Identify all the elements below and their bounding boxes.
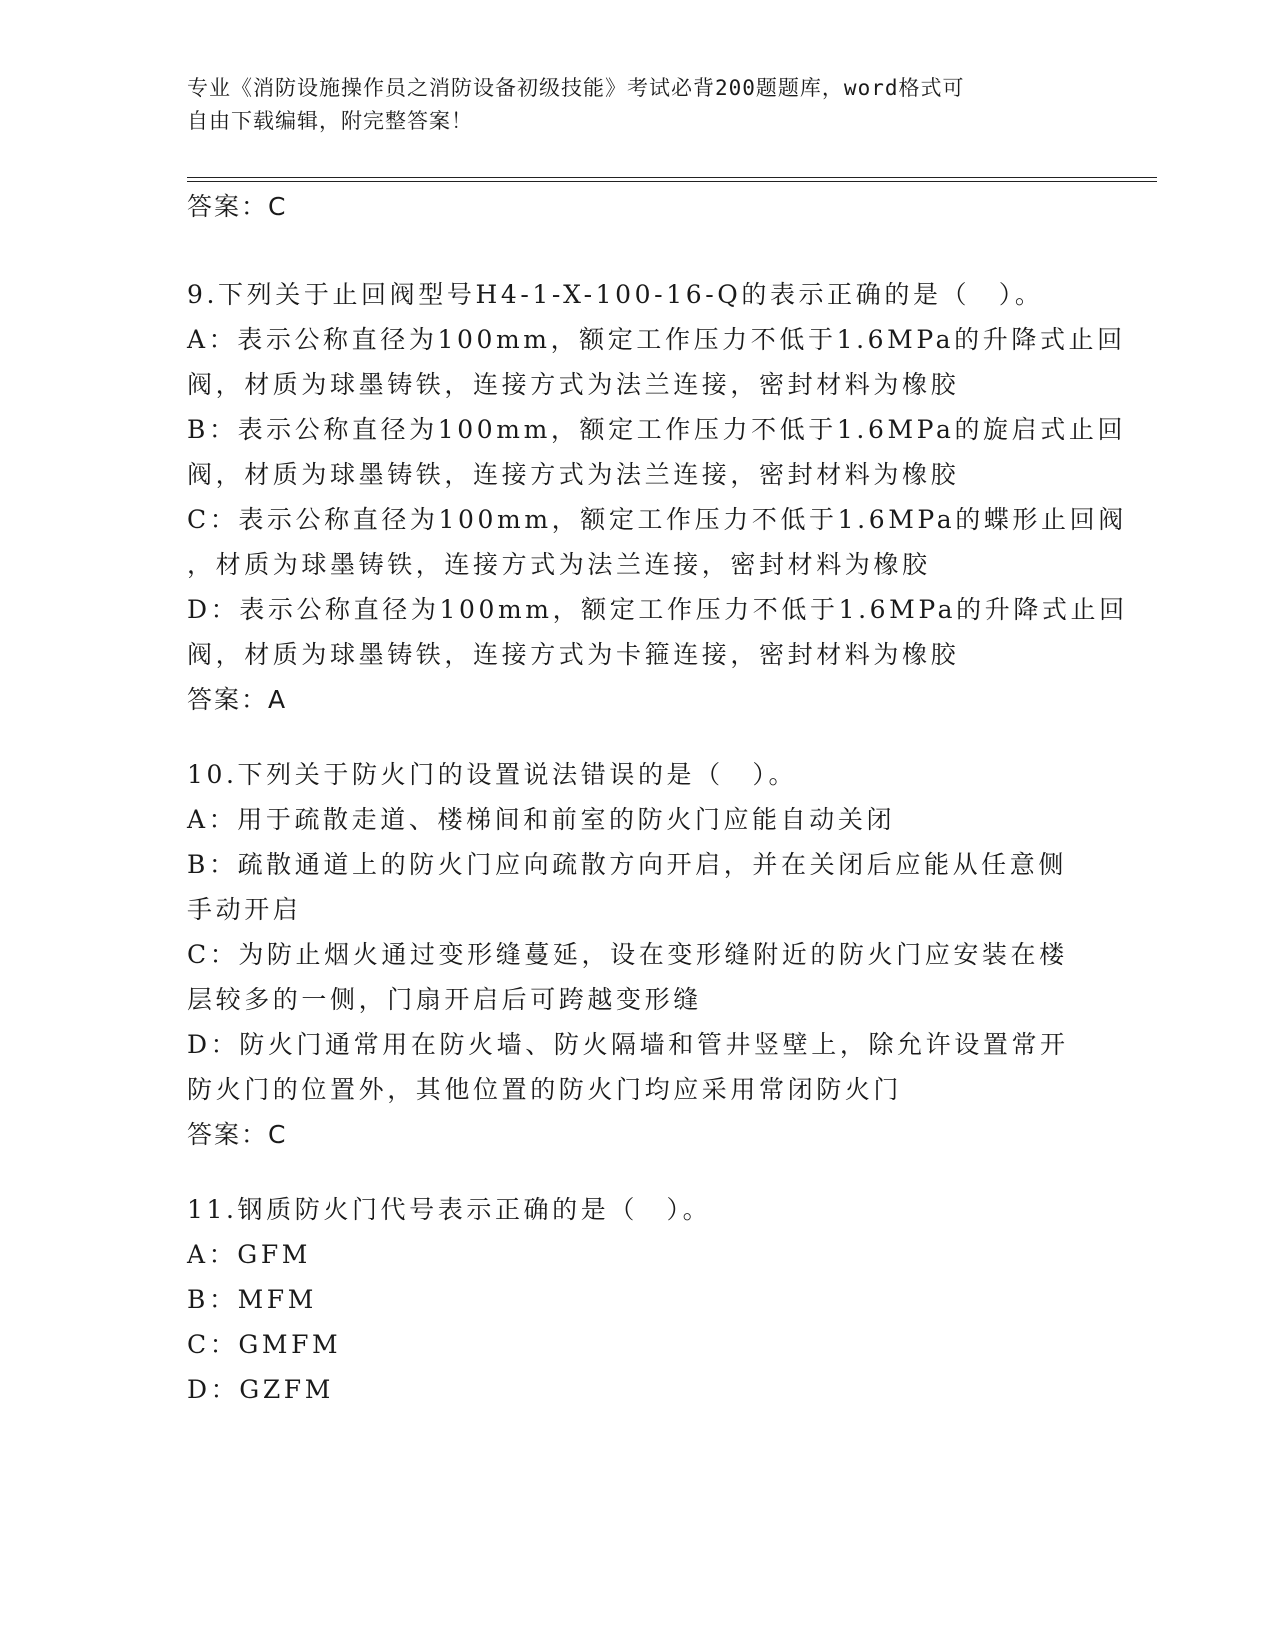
- option-c-cont: ，材质为球墨铸铁，连接方式为法兰连接，密封材料为橡胶: [187, 550, 931, 579]
- option-a-cont: 阀，材质为球墨铸铁，连接方式为法兰连接，密封材料为橡胶: [187, 370, 960, 399]
- option-d-cont: 阀，材质为球墨铸铁，连接方式为卡箍连接，密封材料为橡胶: [187, 640, 960, 669]
- option-a: A：表示公称直径为100mm，额定工作压力不低于1.6MPa的升降式止回: [187, 325, 1126, 354]
- header-divider-top: [187, 177, 1157, 178]
- question-stem: 9.下列关于止回阀型号H4-1-X-100-16-Q的表示正确的是（ ）。: [187, 280, 1044, 309]
- question-9: [187, 272, 1128, 722]
- option-b: B：表示公称直径为100mm，额定工作压力不低于1.6MPa的旋启式止回: [187, 415, 1127, 444]
- option-b: B：MFM: [187, 1285, 317, 1314]
- answer: 答案：A: [187, 685, 288, 714]
- option-d: D：防火门通常用在防火墙、防火隔墙和管井竖壁上，除允许设置常开: [187, 1030, 1069, 1059]
- question-10: [187, 752, 1087, 1157]
- option-c: C：表示公称直径为100mm，额定工作压力不低于1.6MPa的蝶形止回阀: [187, 505, 1127, 534]
- option-d-cont: 防火门的位置外，其他位置的防火门均应采用常闭防火门: [187, 1075, 903, 1104]
- option-b-cont: 手动开启: [187, 895, 302, 924]
- header-divider-bottom: [187, 181, 1157, 182]
- option-a: A：用于疏散走道、楼梯间和前室的防火门应能自动关闭: [187, 805, 896, 834]
- question-11: [187, 1187, 1087, 1412]
- option-d: D：GZFM: [187, 1375, 334, 1404]
- option-b: B：疏散通道上的防火门应向疏散方向开启，并在关闭后应能从任意侧: [187, 850, 1067, 879]
- option-d: D：表示公称直径为100mm，额定工作压力不低于1.6MPa的升降式止回: [187, 595, 1128, 624]
- question-stem: 10.下列关于防火门的设置说法错误的是（ ）。: [187, 760, 798, 789]
- option-c-cont: 层较多的一侧，门扇开启后可跨越变形缝: [187, 985, 702, 1014]
- answer-previous: 答案：C: [187, 192, 288, 221]
- option-c: C：GMFM: [187, 1330, 342, 1359]
- option-c: C：为防止烟火通过变形缝蔓延，设在变形缝附近的防火门应安装在楼: [187, 940, 1068, 969]
- header-line-2: 自由下载编辑，附完整答案！: [187, 109, 473, 133]
- option-a: A：GFM: [187, 1240, 311, 1269]
- document-header: [187, 72, 1087, 138]
- answer: 答案：C: [187, 1120, 288, 1149]
- header-line-1: 专业《消防设施操作员之消防设备初级技能》考试必背200题题库，word格式可: [187, 76, 965, 100]
- option-b-cont: 阀，材质为球墨铸铁，连接方式为法兰连接，密封材料为橡胶: [187, 460, 960, 489]
- question-stem: 11.钢质防火门代号表示正确的是（ ）。: [187, 1195, 712, 1224]
